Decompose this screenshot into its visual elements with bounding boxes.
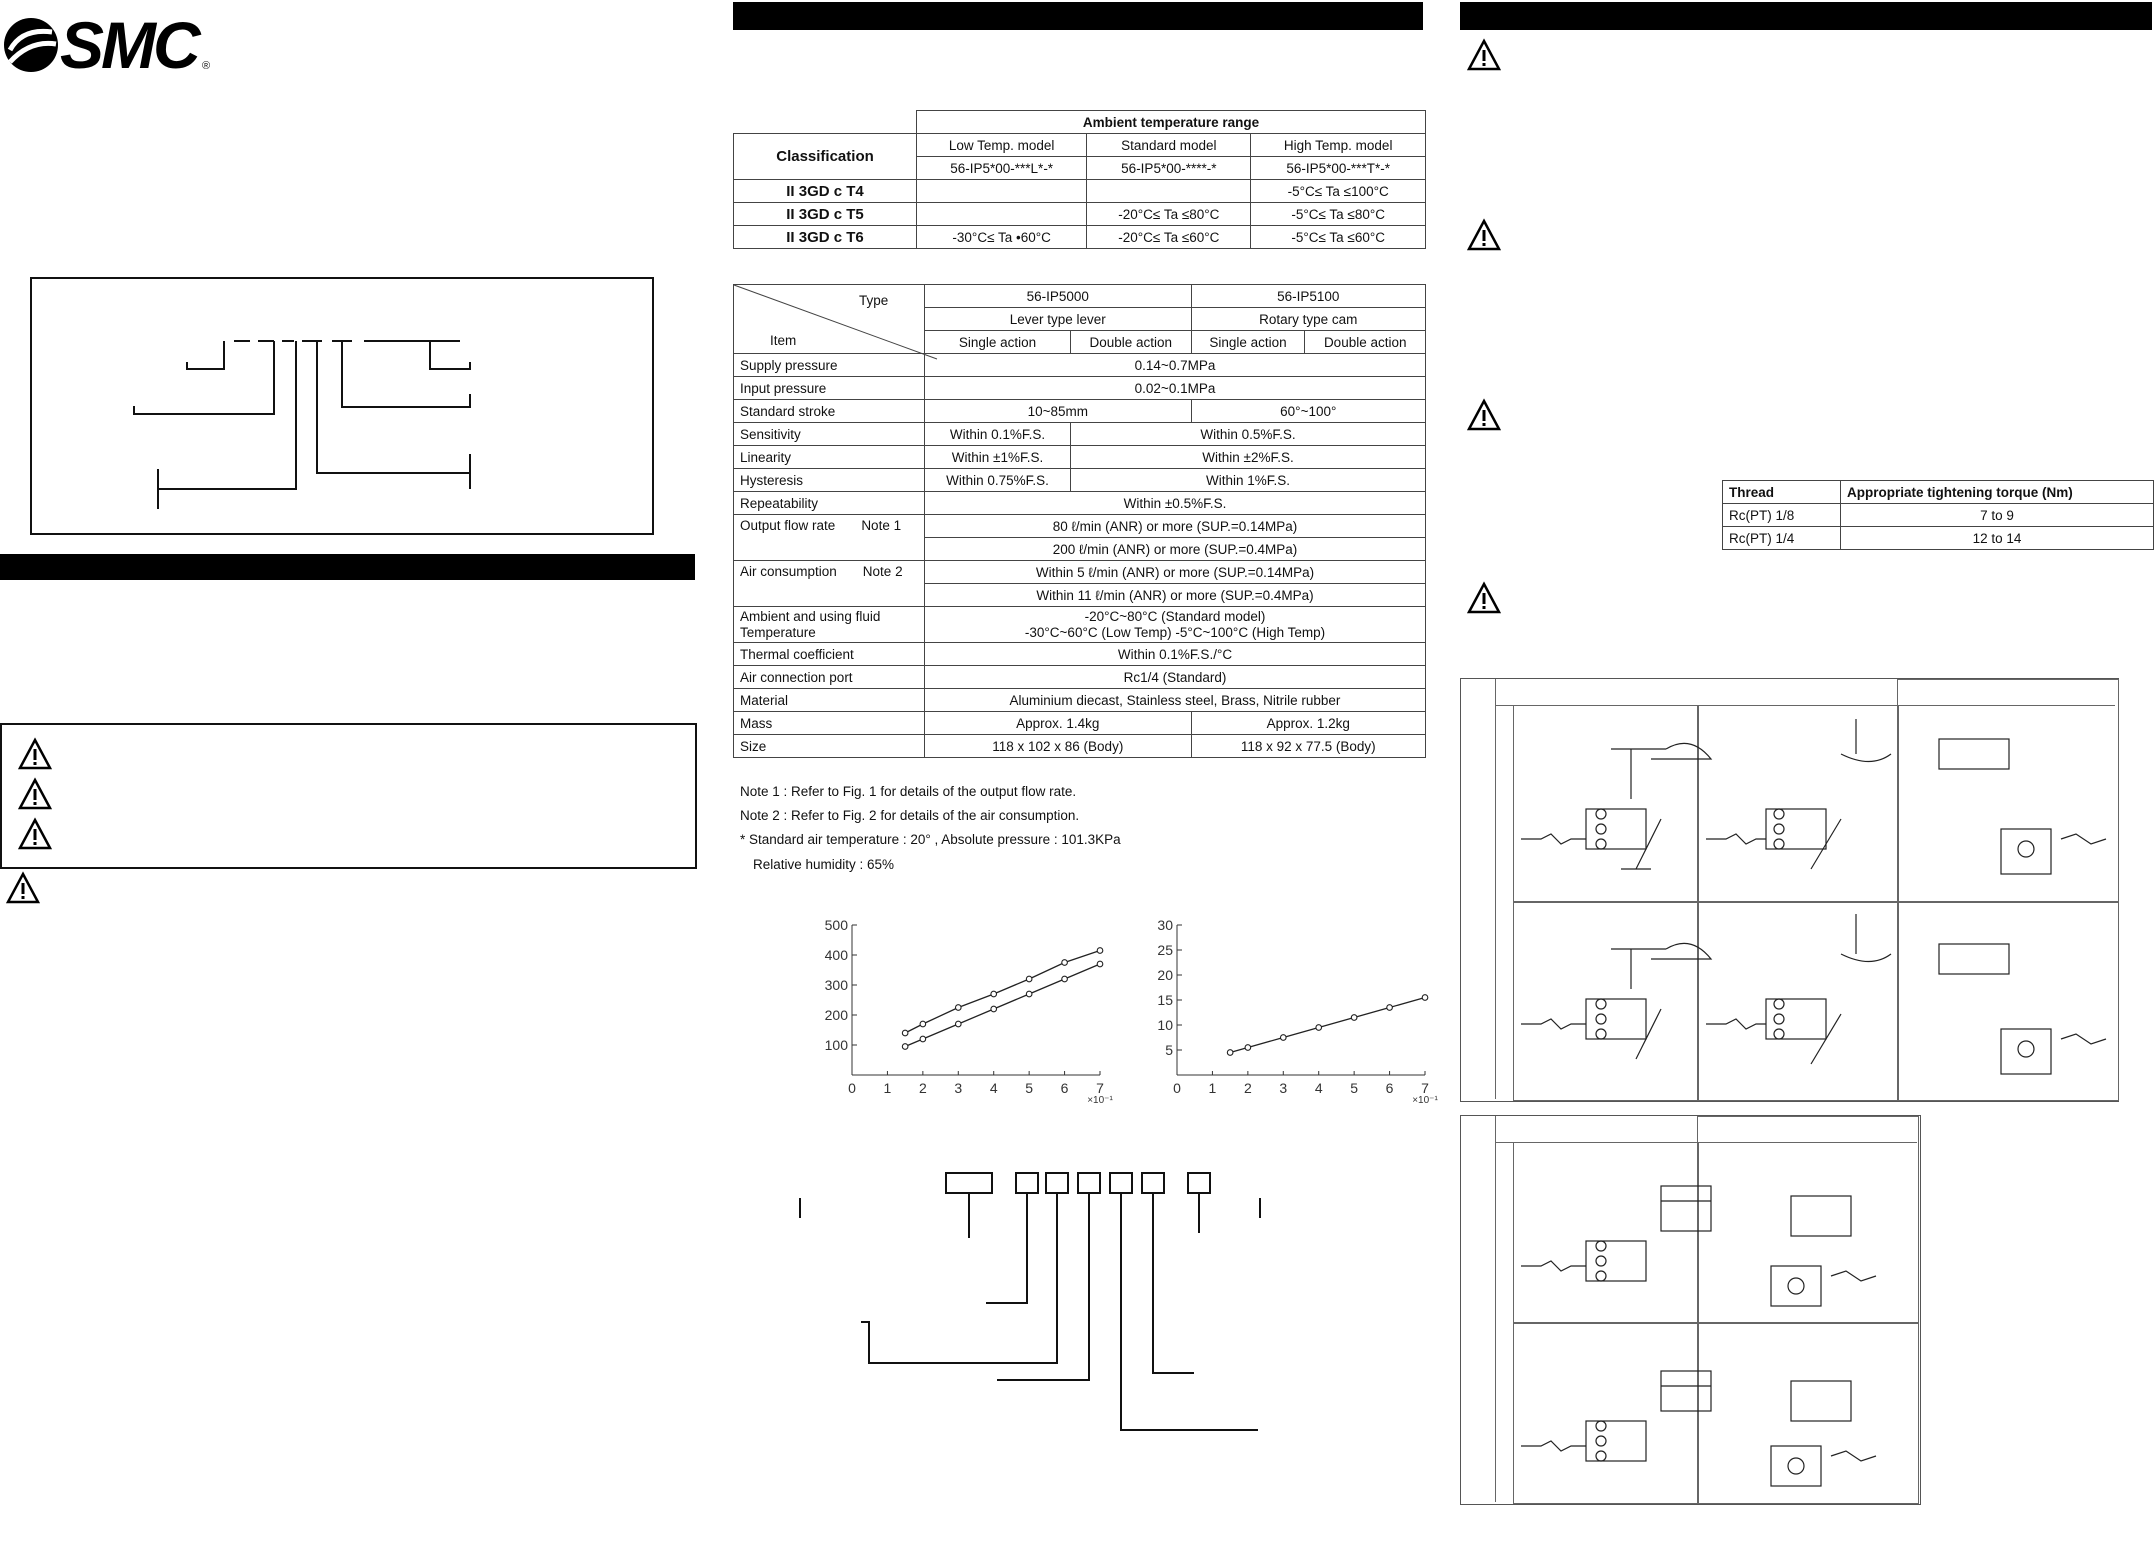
action-header: Single action [1191,331,1305,354]
warning-icon [1467,399,1501,431]
cell [917,180,1087,203]
cell: 10~85mm [925,400,1192,423]
row-label: Air connection port [734,666,925,689]
data-point [1026,991,1032,997]
cls-cell: II 3GD c T5 [734,203,917,226]
row-label: Input pressure [734,377,925,400]
output-flow-chart [810,915,1113,1106]
warning-icon [1467,39,1501,71]
air-consumption-chart [1135,915,1438,1106]
table-corner [734,111,917,134]
x-tick-label: 3 [1279,1080,1288,1096]
row-label: Material [734,689,925,712]
table-row [734,377,1426,400]
row-label: Standard stroke [734,400,925,423]
cell: Within 11 ℓ/min (ANR) or more (SUP.=0.4MPa) [925,584,1426,607]
torque-header: Thread [1723,481,1841,504]
table-row [734,226,1426,249]
cylinder-drawings [1461,1116,1920,1504]
table-row [734,666,1426,689]
model-type: Rotary type cam [1191,308,1425,331]
row-label [734,515,925,561]
table-row [734,515,1426,538]
data-point [902,1030,908,1036]
cell: Within 0.1%F.S./°C [925,643,1426,666]
x-tick-label: 5 [1350,1080,1359,1096]
y-tick-label: 400 [824,947,848,963]
model-code-diagram [30,277,654,535]
smc-logo-mark-icon [2,10,60,80]
x-tick-label: 3 [954,1080,963,1096]
cell: Aluminium diecast, Stainless steel, Brass, Nitrile rubber [925,689,1426,712]
cell: Within 0.1%F.S. [925,423,1071,446]
label-text: Temperature [740,624,816,640]
data-point [1097,948,1103,954]
x-tick-label: 2 [918,1080,927,1096]
type-item-corner [734,285,925,354]
cell: Within ±0.5%F.S. [925,492,1426,515]
data-point [991,1006,997,1012]
cell [1087,180,1251,203]
value-line: -30°C~60°C (Low Temp) -5°C~100°C (High Temp) [1024,624,1326,640]
row-label [734,561,925,607]
row-label: Thermal coefficient [734,643,925,666]
cls-cell: II 3GD c T6 [734,226,917,249]
cell: Rc(PT) 1/4 [1723,527,1841,550]
table-row [734,492,1426,515]
row-label: Sensitivity [734,423,925,446]
table-row [734,423,1426,446]
value-line: -20°C~80°C (Standard model) [1084,608,1266,624]
diagonal-line [734,285,937,359]
item-label: Item [770,333,797,348]
x-tick-label: 7 [1096,1080,1104,1096]
row-label [734,607,925,643]
data-point [991,991,997,997]
x-tick-label: 6 [1060,1080,1069,1096]
warning-icon [6,872,40,904]
action-header: Single action [925,331,1071,354]
data-point [955,1021,961,1027]
x-tick-label: 7 [1421,1080,1429,1096]
table-row [734,689,1426,712]
note-ref: Note 2 [862,564,903,579]
data-point [1227,1050,1233,1056]
cell: 80 ℓ/min (ANR) or more (SUP.=0.14MPa) [925,515,1426,538]
col-code: 56-IP5*00-****-* [1087,157,1251,180]
y-tick-label: 300 [824,977,848,993]
data-point [1245,1045,1251,1051]
col-code: 56-IP5*00-***L*-* [917,157,1087,180]
cell: Approx. 1.2kg [1191,712,1425,735]
warning-icon [18,818,52,850]
cell: 118 x 92 x 77.5 (Body) [1191,735,1425,758]
data-point [1280,1035,1286,1041]
table-row [734,561,1426,584]
x-unit-label: ×10⁻¹ [1087,1095,1113,1106]
table-row [734,469,1426,492]
note-4: Relative humidity : 65% [753,857,895,872]
tightening-torque-table [1722,480,2154,550]
classification-header: Classification [734,134,917,180]
cell: 60°~100° [1191,400,1425,423]
section-bar-left [0,554,695,580]
warning-icon [18,738,52,770]
note-ref: Note 1 [861,518,902,533]
cell [925,607,1426,643]
cell [917,203,1087,226]
row-label: Hysteresis [734,469,925,492]
type-label: Type [859,293,889,308]
x-unit-label: ×10⁻¹ [1412,1095,1438,1106]
cell: Within 0.5%F.S. [1071,423,1426,446]
section-bar-middle [733,2,1423,30]
series-line [905,964,1100,1047]
action-header: Double action [1305,331,1426,354]
data-point [920,1036,926,1042]
data-point [1026,976,1032,982]
model-code-leader-lines [32,279,652,533]
warning-icon [1467,219,1501,251]
cell: Within ±1%F.S. [925,446,1071,469]
cell: Within 5 ℓ/min (ANR) or more (SUP.=0.14MPa) [925,561,1426,584]
y-tick-label: 15 [1157,992,1173,1008]
note-3: * Standard air temperature : 20° , Absolute pressure : 101.3KPa [740,832,1121,847]
data-point [1422,995,1428,1001]
smc-logo [2,10,212,80]
x-tick-label: 0 [848,1080,856,1096]
row-label: Supply pressure [734,354,925,377]
x-tick-label: 2 [1243,1080,1252,1096]
x-tick-label: 4 [989,1080,998,1096]
label-text: Air consumption [740,564,837,579]
data-point [1097,961,1103,967]
piping-figure-cylinder [1460,1115,1921,1505]
cell: -20°C≤ Ta ≤80°C [1087,203,1251,226]
cell: -20°C≤ Ta ≤60°C [1087,226,1251,249]
torque-header: Appropriate tightening torque (Nm) [1841,481,2154,504]
logo-registered-mark: ® [202,60,211,72]
table-row [734,607,1426,643]
cell: -5°C≤ Ta ≤80°C [1251,203,1426,226]
label-text: Output flow rate [740,518,836,533]
cell: -30°C≤ Ta •60°C [917,226,1087,249]
data-point [1351,1015,1357,1021]
specification-table [733,284,1426,758]
x-tick-label: 0 [1173,1080,1181,1096]
label-text: Ambient and using fluid [740,608,881,624]
x-tick-label: 1 [883,1080,892,1096]
order-code-diagram [790,1170,1290,1440]
data-point [955,1005,961,1011]
model-type: Lever type lever [925,308,1192,331]
table-row [734,712,1426,735]
series-line [905,951,1100,1034]
x-tick-label: 5 [1025,1080,1034,1096]
table-row [734,400,1426,423]
cell: 0.02~0.1MPa [925,377,1426,400]
piping-figure-lever [1460,678,2119,1102]
y-tick-label: 20 [1157,967,1173,983]
safety-box [0,723,697,869]
table-row [1723,504,2154,527]
table-row [734,735,1426,758]
data-point [1316,1025,1322,1031]
y-tick-label: 25 [1157,942,1173,958]
y-tick-label: 500 [824,917,848,933]
note-1: Note 1 : Refer to Fig. 1 for details of the output flow rate. [740,784,1077,799]
cell: Approx. 1.4kg [925,712,1192,735]
note-2: Note 2 : Refer to Fig. 2 for details of the air consumption. [740,808,1080,823]
section-bar-right [1460,2,2152,30]
cell: 0.14~0.7MPa [925,354,1426,377]
cell: 118 x 102 x 86 (Body) [925,735,1192,758]
model-header: 56-IP5000 [925,285,1192,308]
table-row [734,643,1426,666]
temperature-classification-table [733,110,1426,249]
model-header: 56-IP5100 [1191,285,1425,308]
data-point [1062,960,1068,966]
row-label: Size [734,735,925,758]
warning-icon [18,778,52,810]
cell: Rc(PT) 1/8 [1723,504,1841,527]
col-code: 56-IP5*00-***T*-* [1251,157,1426,180]
warning-icon [1467,582,1501,614]
cell: 12 to 14 [1841,527,2154,550]
col-title: High Temp. model [1251,134,1426,157]
data-point [1387,1005,1393,1011]
series-line [1230,998,1425,1053]
logo-text: SMC [60,8,198,82]
col-title: Low Temp. model [917,134,1087,157]
action-header: Double action [1071,331,1192,354]
cell: Rc1/4 (Standard) [925,666,1426,689]
table-row [734,180,1426,203]
cell: -5°C≤ Ta ≤100°C [1251,180,1426,203]
y-tick-label: 100 [824,1037,848,1053]
cell: -5°C≤ Ta ≤60°C [1251,226,1426,249]
data-point [1062,976,1068,982]
x-tick-label: 1 [1208,1080,1217,1096]
table-row [734,446,1426,469]
row-label: Linearity [734,446,925,469]
table-row [734,203,1426,226]
ambient-temp-header: Ambient temperature range [917,111,1426,134]
positioner-drawings [1461,679,2118,1101]
x-tick-label: 4 [1314,1080,1323,1096]
y-tick-label: 30 [1157,917,1173,933]
cell: Within ±2%F.S. [1071,446,1426,469]
cell: 200 ℓ/min (ANR) or more (SUP.=0.4MPa) [925,538,1426,561]
cell: Within 0.75%F.S. [925,469,1071,492]
data-point [920,1021,926,1027]
row-label: Mass [734,712,925,735]
x-tick-label: 6 [1385,1080,1394,1096]
y-tick-label: 10 [1157,1017,1173,1033]
cls-cell: II 3GD c T4 [734,180,917,203]
table-row [1723,527,2154,550]
y-tick-label: 5 [1165,1042,1173,1058]
row-label: Repeatability [734,492,925,515]
data-point [902,1044,908,1050]
cell: Within 1%F.S. [1071,469,1426,492]
col-title: Standard model [1087,134,1251,157]
y-tick-label: 200 [824,1007,848,1023]
cell: 7 to 9 [1841,504,2154,527]
